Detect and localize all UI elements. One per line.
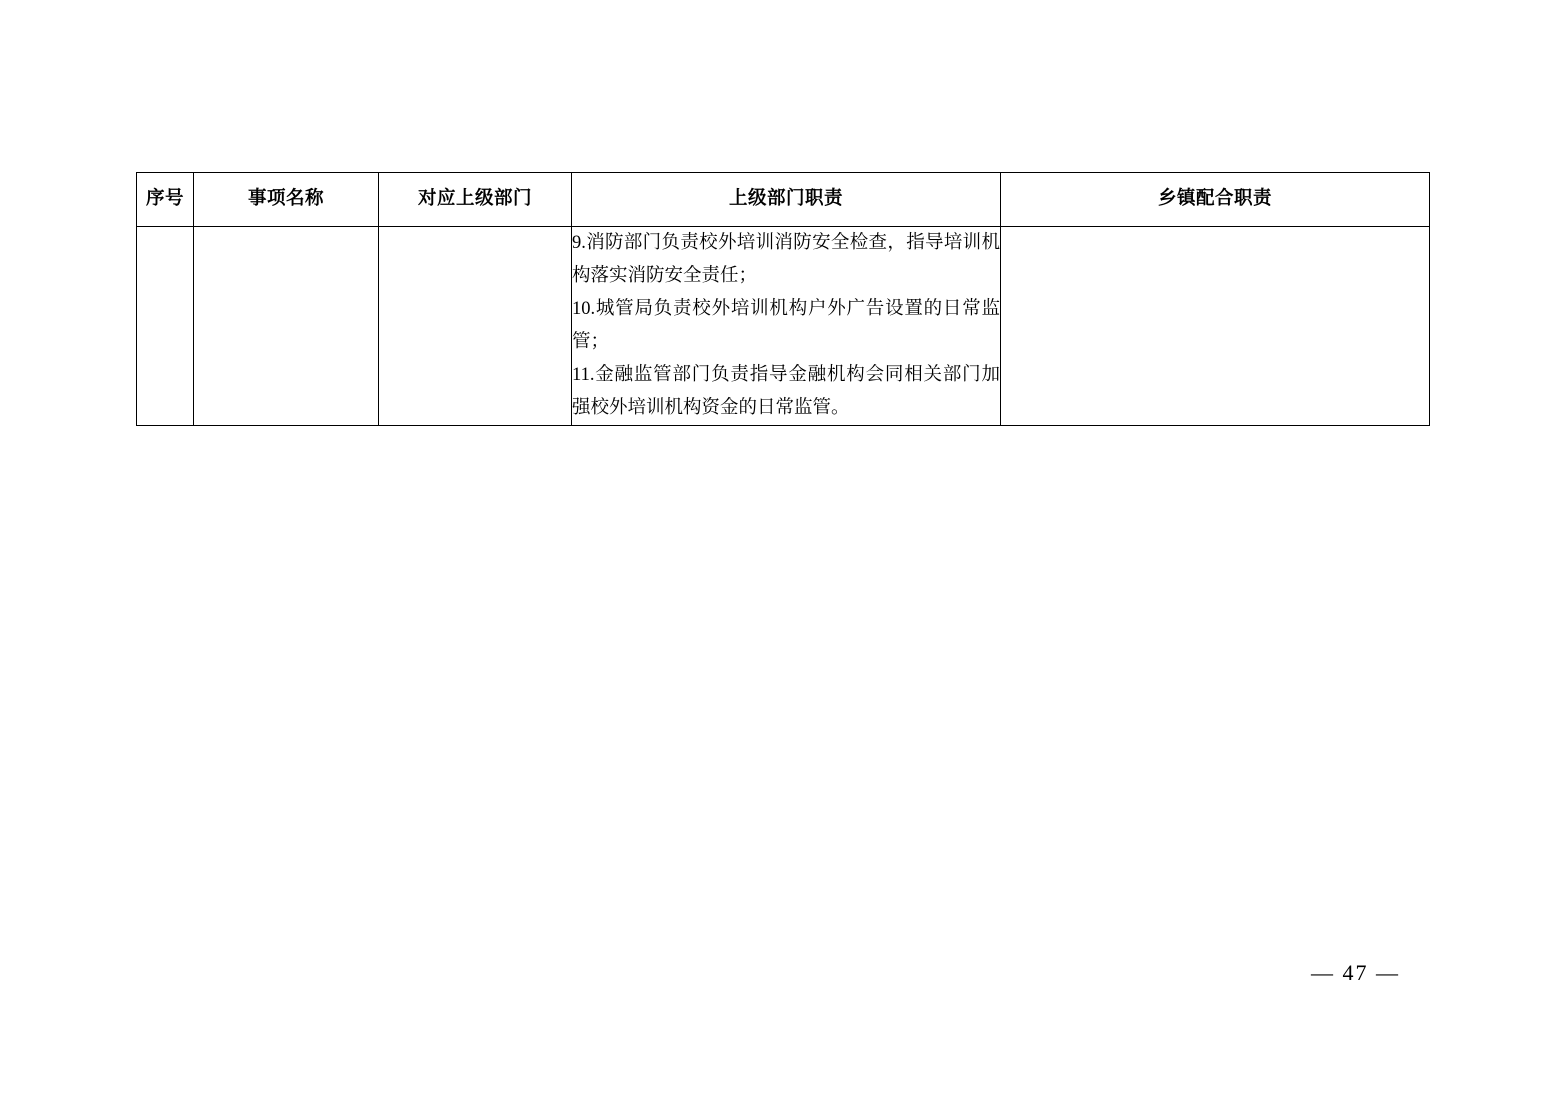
duty-line-10: 10.城管局负责校外培训机构户外广告设置的日常监管；	[572, 299, 1000, 352]
column-header-upper-duty: 上级部门职责	[572, 173, 1001, 227]
column-header-town-duty: 乡镇配合职责	[1001, 173, 1430, 227]
table-header	[137, 173, 1430, 227]
cell-town-duty	[1001, 227, 1430, 426]
duty-line-9: 9.消防部门负责校外培训消防安全检查，指导培训机构落实消防安全责任；	[572, 233, 1000, 286]
column-header-upper-dept: 对应上级部门	[379, 173, 572, 227]
table-row	[137, 227, 1430, 426]
cell-item-name	[194, 227, 379, 426]
responsibility-table	[136, 172, 1430, 426]
cell-upper-duty	[572, 227, 1001, 426]
column-header-item-name: 事项名称	[194, 173, 379, 227]
table-header-row	[137, 173, 1430, 227]
cell-upper-dept	[379, 227, 572, 426]
page-number: — 47 —	[1311, 960, 1400, 985]
cell-seq	[137, 227, 194, 426]
table-body	[137, 227, 1430, 426]
column-header-seq: 序号	[137, 173, 194, 227]
duty-line-11: 11.金融监管部门负责指导金融机构会同相关部门加强校外培训机构资金的日常监管。	[572, 365, 1000, 418]
